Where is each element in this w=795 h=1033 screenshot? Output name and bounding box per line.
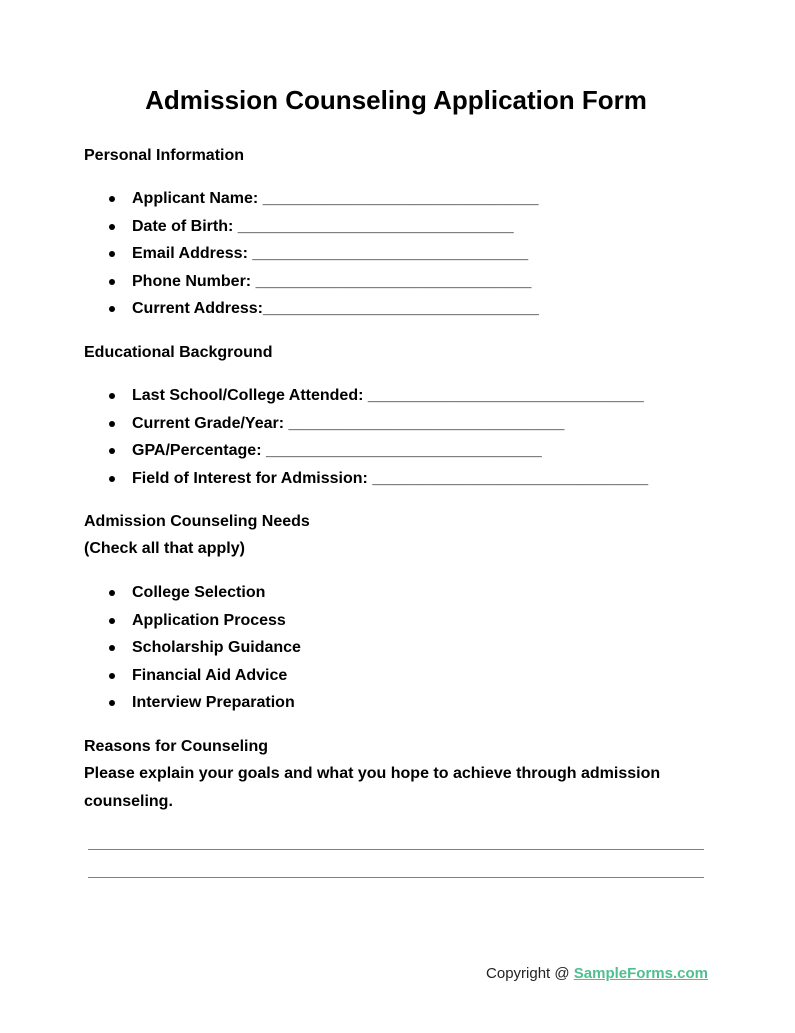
current-address-field[interactable]: Current Address:_______________________________ [132, 300, 539, 318]
page-title: Admission Counseling Application Form [145, 85, 647, 115]
phone-number-field[interactable]: Phone Number: _______________________________ [132, 272, 532, 290]
bullet-icon [109, 673, 115, 679]
list-item [84, 244, 539, 272]
list-item [84, 217, 539, 245]
copyright-notice [486, 964, 708, 984]
list-item [84, 469, 648, 497]
needs-list [84, 583, 301, 721]
education-list [84, 386, 648, 496]
answer-line-1[interactable] [88, 849, 704, 850]
bullet-icon [109, 590, 115, 596]
need-college-selection[interactable]: College Selection [132, 584, 266, 601]
bullet-icon [109, 476, 115, 482]
list-item [84, 386, 648, 414]
gpa-field[interactable]: GPA/Percentage: _______________________________ [132, 442, 542, 460]
need-scholarship-guidance[interactable]: Scholarship Guidance [132, 639, 301, 657]
bullet-icon [109, 618, 115, 624]
personal-info-list [84, 189, 539, 327]
applicant-name-field[interactable]: Applicant Name: _______________________________ [132, 190, 539, 207]
list-item [84, 666, 301, 694]
list-item [84, 189, 539, 217]
bullet-icon [109, 224, 115, 230]
email-address-field[interactable]: Email Address: _______________________________ [132, 245, 529, 263]
list-item [84, 583, 301, 611]
brand-link[interactable]: SampleForms.com [573, 965, 708, 982]
bullet-icon [109, 448, 115, 454]
section-heading-needs: Admission Counseling Needs [84, 513, 310, 530]
bullet-icon [109, 251, 115, 257]
date-of-birth-field[interactable]: Date of Birth: _______________________________ [132, 217, 514, 235]
list-item [84, 693, 301, 721]
section-heading-reasons: Reasons for Counseling [84, 738, 269, 755]
answer-line-2[interactable] [88, 877, 704, 878]
need-application-process[interactable]: Application Process [132, 611, 286, 629]
list-item [84, 441, 648, 469]
list-item [84, 638, 301, 666]
section-heading-personal: Personal Information [84, 147, 245, 164]
field-of-interest-field[interactable]: Field of Interest for Admission: _______________________________ [132, 469, 649, 487]
list-item [84, 414, 648, 442]
bullet-icon [109, 279, 115, 285]
section-heading-education: Educational Background [84, 344, 273, 361]
copyright-prefix: Copyright @ [486, 965, 574, 982]
list-item [84, 272, 539, 300]
section-subheading-needs: (Check all that apply) [84, 540, 245, 557]
last-school-field[interactable]: Last School/College Attended: _______________________________ [132, 387, 644, 404]
bullet-icon [109, 196, 115, 202]
bullet-icon [109, 306, 115, 312]
bullet-icon [109, 421, 115, 427]
current-grade-field[interactable]: Current Grade/Year: _______________________________ [132, 414, 565, 432]
need-financial-aid-advice[interactable]: Financial Aid Advice [132, 666, 288, 684]
bullet-icon [109, 700, 115, 706]
list-item [84, 299, 539, 327]
list-item [84, 611, 301, 639]
reasons-prompt: Please explain your goals and what you hope to achieve through admission counseling. [84, 765, 661, 810]
bullet-icon [109, 645, 115, 651]
need-interview-preparation[interactable]: Interview Preparation [132, 694, 295, 712]
bullet-icon [109, 393, 115, 399]
